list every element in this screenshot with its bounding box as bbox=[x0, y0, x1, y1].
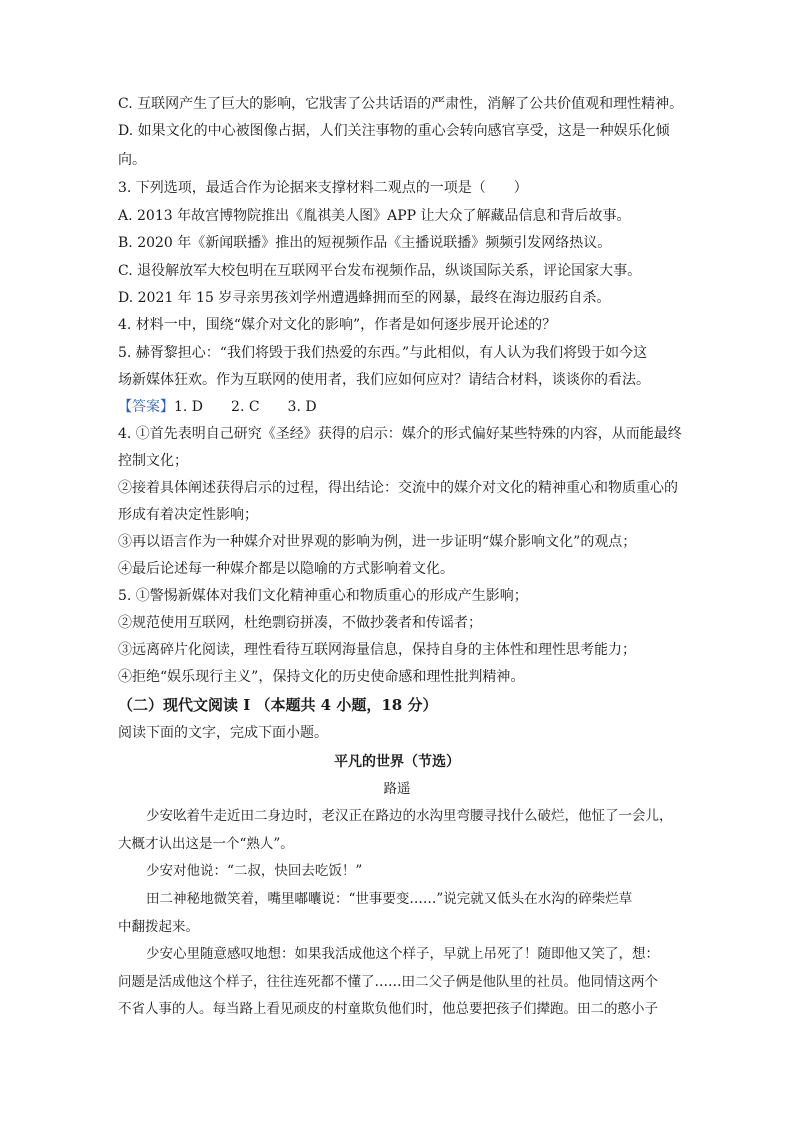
story-p3-line-1: 田二神秘地微笑着，嘴里嘟囔说：“世事要变……”说完就又低头在水沟的碎柴烂草 bbox=[146, 891, 633, 907]
q2-option-c: C. 互联网产生了巨大的影响，它戕害了公共话语的严肃性，消解了公共价值观和理性精神。 bbox=[118, 96, 684, 112]
q2-option-d-cont: 向。 bbox=[118, 152, 146, 168]
story-p3-line-2: 中翻拨起来。 bbox=[118, 919, 199, 935]
q2-option-d: D. 如果文化的中心被图像占据，人们关注事物的重心会转向感官享受，这是一种娱乐化倾 bbox=[118, 123, 670, 139]
section-heading: （二）现代文阅读 I （本题共 4 小题，18 分） bbox=[118, 696, 438, 714]
q5-stem: 5. 赫胥黎担心：“我们将毁于我们热爱的东西。”与此相似，有人认为我们将毁于如今这 bbox=[118, 345, 648, 361]
q3-option-a: A. 2013 年故宫博物院推出《胤祺美人图》APP 让大众了解藏品信息和背后故事。 bbox=[118, 208, 631, 224]
q3-option-b: B. 2020 年《新闻联播》推出的短视频作品《主播说联播》频频引发网络热议。 bbox=[118, 235, 612, 251]
a5-line-2: ②规范使用互联网，杜绝剽窃拼凑，不做抄袭者和传谣者； bbox=[118, 615, 482, 631]
a5-line-3: ③远离碎片化阅读，理性看待互联网海量信息，保持自身的主体性和理性思考能力； bbox=[118, 642, 636, 658]
passage-author: 路遥 bbox=[383, 781, 411, 797]
story-p2-line-1: 少安对他说：“二叔，快回去吃饭！” bbox=[146, 863, 363, 879]
story-p4-line-3: 不省人事的人。每当路上看见顽皮的村童欺负他们时，他总要把孩子们撵跑。田二的憨小子 bbox=[118, 1001, 658, 1017]
q4-stem: 4. 材料一中，围绕“媒介对文化的影响”，作者是如何逐步展开论述的？ bbox=[118, 317, 557, 333]
a4-line-6: ④最后论述每一种媒介都是以隐喻的方式影响着文化。 bbox=[118, 561, 454, 577]
a4-line-1: 4. ①首先表明自己研究《圣经》获得的启示：媒介的形式偏好某些特殊的内容，从而能最终 bbox=[118, 426, 682, 442]
story-p1-line-2: 大概才认出这是一个“熟人”。 bbox=[118, 836, 294, 852]
a5-line-4: ④拒绝“娱乐现行主义”，保持文化的历史使命感和理性批判精神。 bbox=[118, 669, 525, 685]
story-p4-line-1: 少安心里随意感叹地想：如果我活成他这个样子，早就上吊死了！随即他又笑了，想： bbox=[146, 946, 659, 962]
a4-line-3: ②接着具体阐述获得启示的过程，得出结论：交流中的媒介对文化的精神重心和物质重心的 bbox=[118, 480, 678, 496]
a4-line-2: 控制文化； bbox=[118, 453, 188, 469]
q3-stem: 3. 下列选项，最适合作为论据来支撑材料二观点的一项是（ ） bbox=[118, 180, 528, 196]
a4-line-5: ③再以语言作为一种媒介对世界观的影响为例，进一步证明“媒介影响文化”的观点； bbox=[118, 534, 637, 550]
answer-choices: 1. D 2. C 3. D bbox=[174, 399, 317, 415]
passage-title: 平凡的世界（节选） bbox=[334, 754, 460, 770]
story-p4-line-2: 问题是活成他这个样子，往往连死都不懂了……田二父子俩是他队里的社员。他同情这两个 bbox=[118, 974, 658, 990]
a5-line-1: 5. ①警惕新媒体对我们文化精神重心和物质重心的形成产生影响； bbox=[118, 588, 528, 604]
answer-line bbox=[118, 397, 317, 417]
q3-option-c: C. 退役解放军大校包明在互联网平台发布视频作品，纵谈国际关系，评论国家大事。 bbox=[118, 263, 642, 279]
answer-tag: 【答案】 bbox=[118, 399, 174, 415]
a4-line-4: 形成有着决定性影响； bbox=[118, 507, 258, 523]
section-instruction: 阅读下面的文字，完成下面小题。 bbox=[118, 725, 328, 741]
story-p1-line-1: 少安吆着牛走近田二身边时，老汉正在路边的水沟里弯腰寻找什么破烂，他怔了一会儿， bbox=[146, 808, 673, 824]
q3-option-d: D. 2021 年 15 岁寻亲男孩刘学州遭遇蜂拥而至的网暴，最终在海边服药自杀。 bbox=[118, 290, 611, 306]
q5-stem-cont: 场新媒体狂欢。作为互联网的使用者，我们应如何应对？请结合材料，谈谈你的看法。 bbox=[118, 372, 650, 388]
